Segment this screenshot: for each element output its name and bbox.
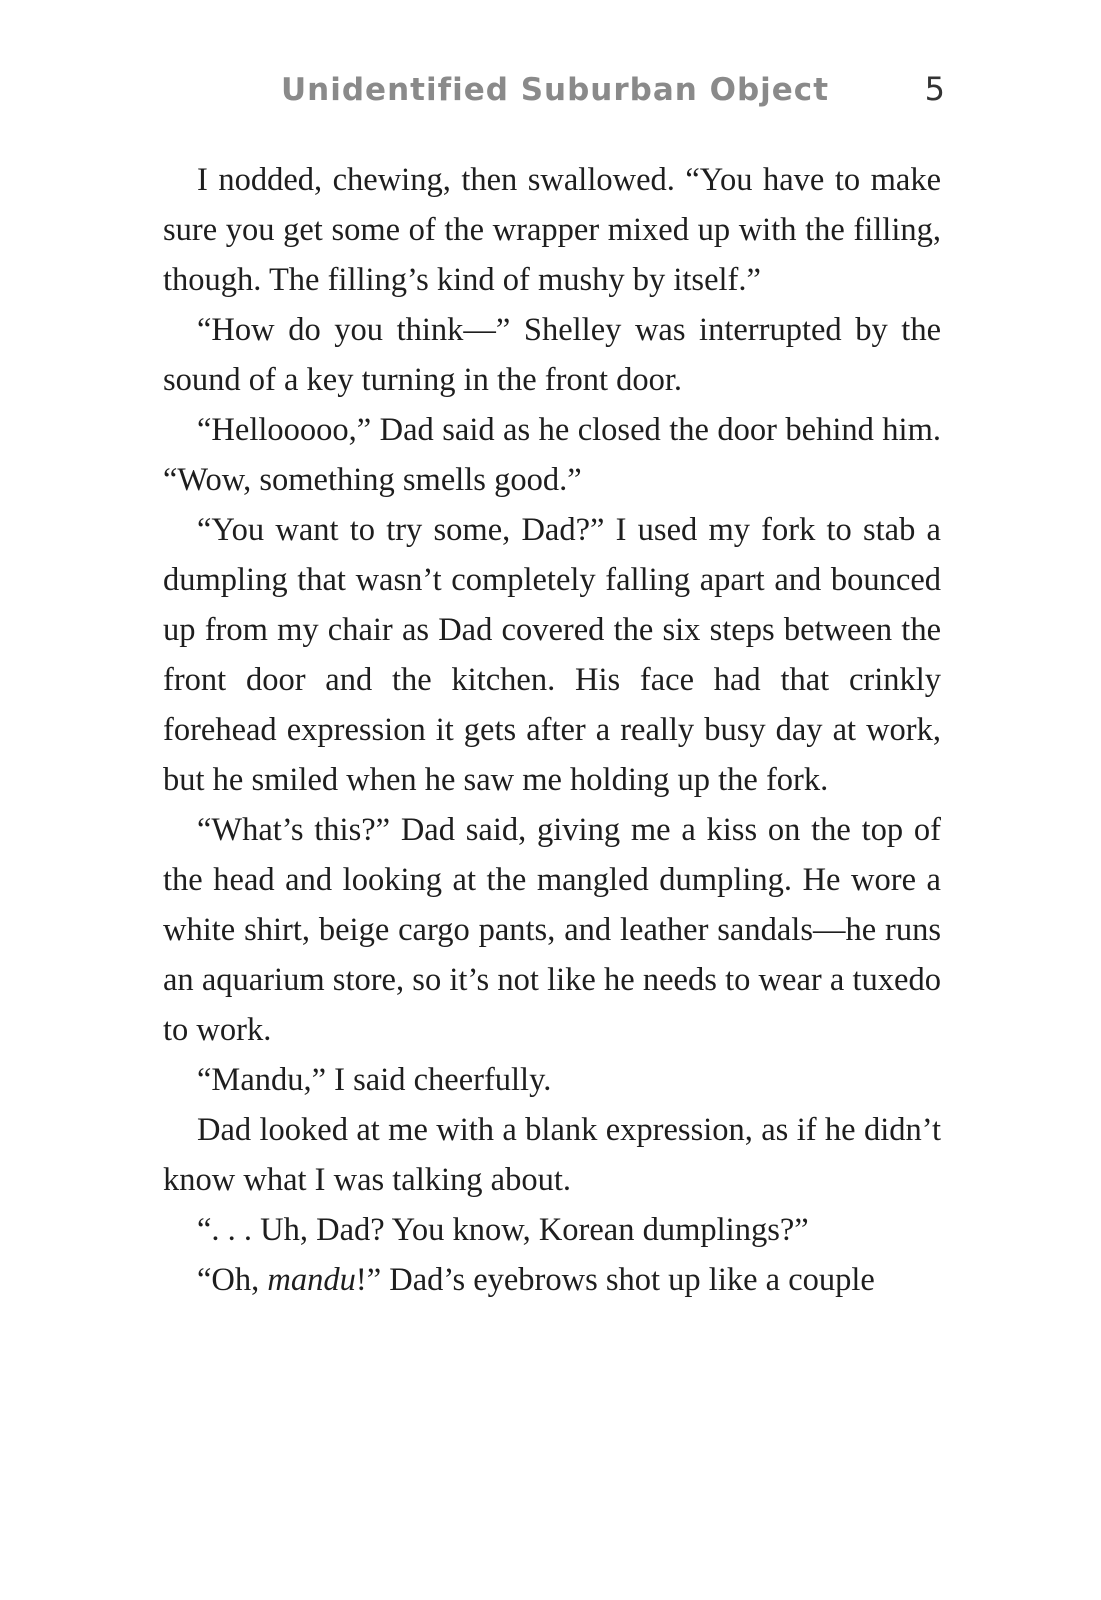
paragraph: “What’s this?” Dad said, giving me a kiss on the top of the head and looking at the mangled dumpling. He wore a white shirt, beige cargo pants, and leather sandals—he runs an aquarium store, so it’s not like he needs to wear a tuxedo to work. [163, 812, 941, 1048]
paragraph: “Mandu,” I said cheerfully. [197, 1062, 552, 1098]
paragraph: “You want to try some, Dad?” I used my fork to stab a dumpling that wasn’t completely falling apart and bounced up from my chair as Dad covered the six steps between the front door and the kitchen. His face had that crinkly forehead expression it gets after a really busy day at work, but he smiled when he saw me holding up the fork. [163, 512, 941, 798]
paragraph: “. . . Uh, Dad? You know, Korean dumplings?” [197, 1212, 809, 1248]
paragraph-last-after: !” Dad’s eyebrows shot up like a couple [355, 1262, 875, 1298]
paragraph: “How do you think—” Shelley was interrupted by the sound of a key turning in the front door. [163, 312, 941, 398]
paragraph: “Hellooooo,” Dad said as he closed the door behind him. “Wow, something smells good.” [163, 412, 941, 498]
running-head [165, 68, 945, 118]
paragraph: I nodded, chewing, then swallowed. “You have to make sure you get some of the wrapper mixed up with the filling, though. The filling’s kind of mushy by itself.” [163, 162, 941, 298]
paragraph: Dad looked at me with a blank expression, as if he didn’t know what I was talking about. [163, 1112, 941, 1198]
running-title: Unidentified Suburban Object [280, 72, 830, 108]
paragraph-last-before: “Oh, [197, 1262, 268, 1298]
page-number: 5 [924, 70, 945, 108]
paragraph-last [163, 1255, 941, 1305]
body-text [163, 155, 941, 1305]
italic-word: mandu [267, 1262, 356, 1298]
